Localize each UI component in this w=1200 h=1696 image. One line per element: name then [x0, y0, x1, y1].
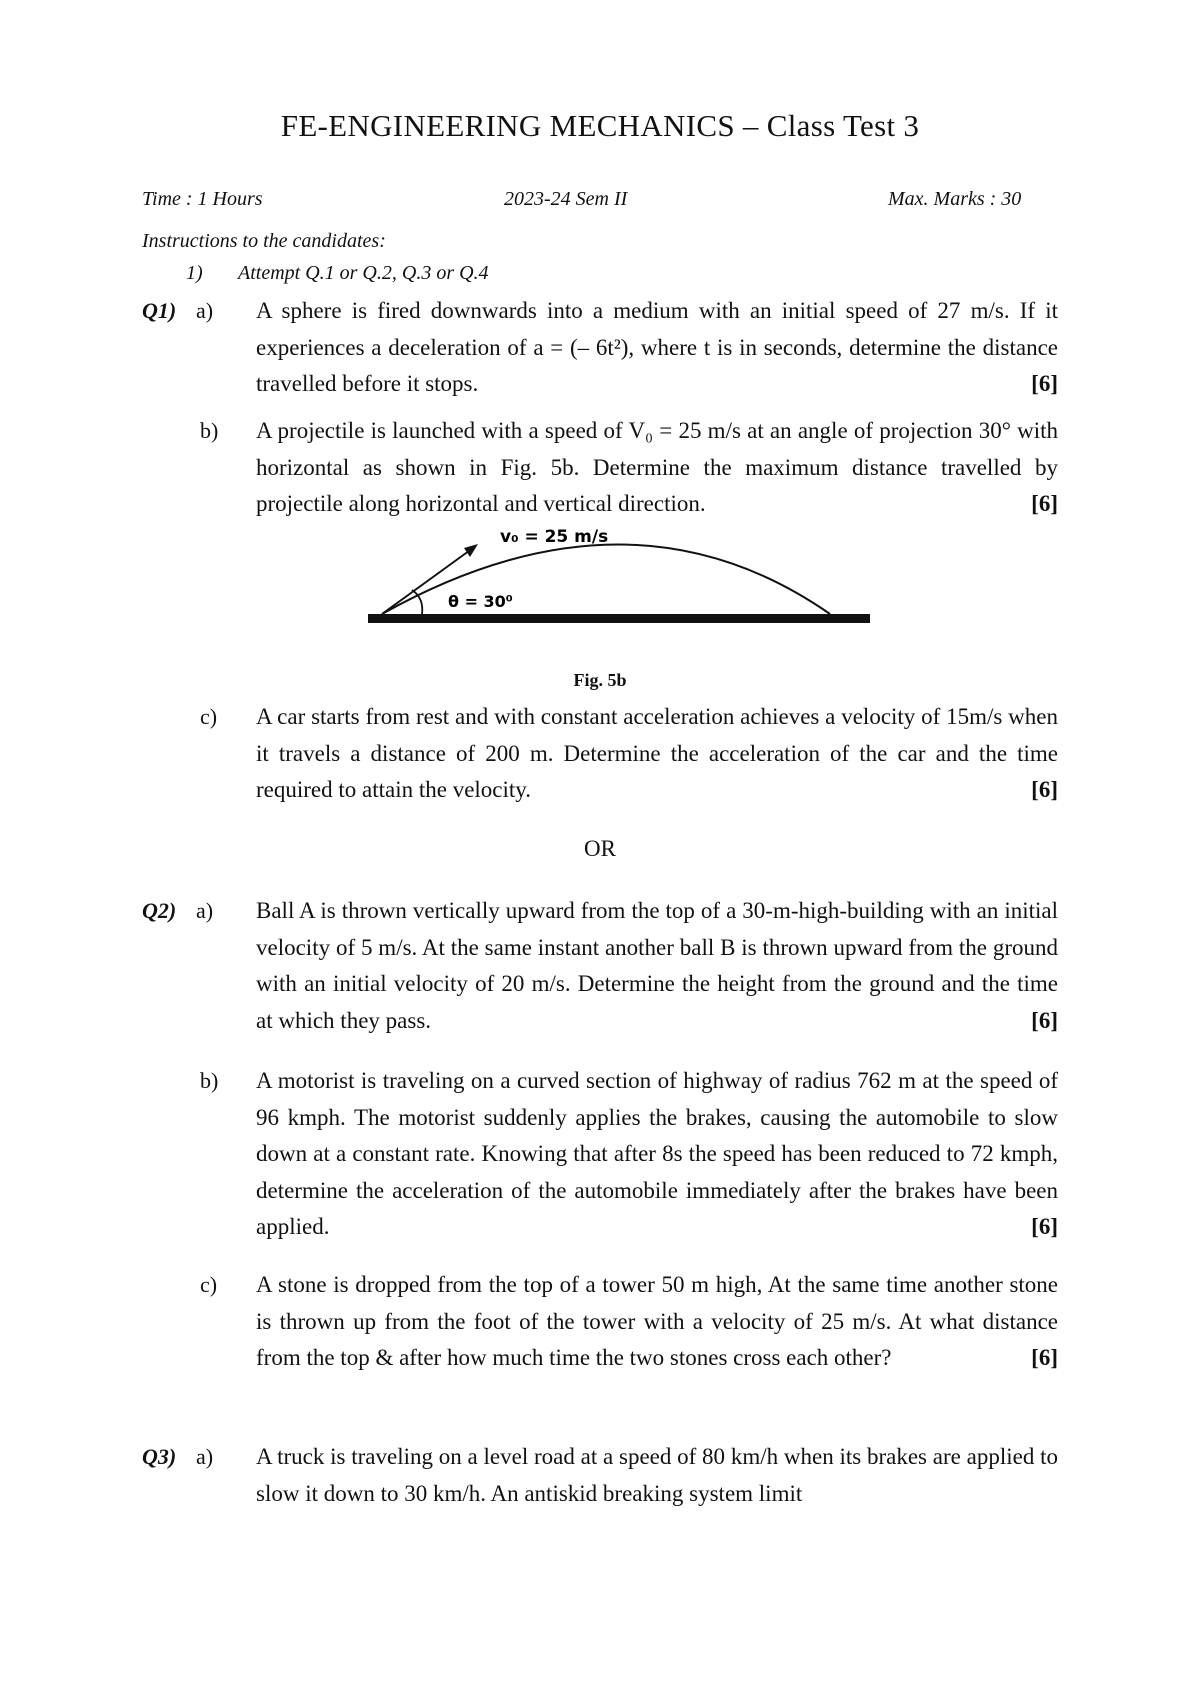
q2-b-text: A motorist is traveling on a curved section of highway of radius 762 m at the speed of 96 kmph. The motorist suddenly applies the brakes, causing the automobile to slow down at a constant rate. Knowing that after 8s the speed has been reduced to 72 kmph, determine the acceleration of the automobile immediately after the brakes have been applied. [256, 1068, 1058, 1239]
q2-a-question [256, 893, 1058, 1039]
q3-a-text: A truck is traveling on a level road at a speed of 80 km/h when its brakes are applied to slow it down to 30 km/h. An antiskid breaking system limit [256, 1444, 1058, 1506]
q1-b-question [256, 413, 1058, 523]
q1-a-text: A sphere is fired downwards into a medium with an initial speed of 27 m/s. If it experiences a deceleration of a = (– 6t²), where t is in seconds, determine the distance travelled before it stops. [256, 298, 1058, 396]
q2-c-marks: [6] [1031, 1345, 1058, 1370]
instruction-text: Attempt Q.1 or Q.2, Q.3 or Q.4 [238, 262, 489, 284]
or-separator: OR [584, 836, 616, 861]
time-allowed: Time : 1 Hours [142, 188, 263, 210]
q1-b-text: A projectile is launched with a speed of V₀ = 25 m/s at an angle of projection 30° with horizontal as shown in Fig. 5b. Determine the maximum distance travelled by projectile along horizontal and vertical direction. [256, 418, 1058, 516]
figure-caption: Fig. 5b [573, 670, 627, 690]
q1-a-label: a) [196, 298, 214, 323]
q2-b-marks: [6] [1031, 1214, 1058, 1239]
q3-a-label: a) [196, 1444, 214, 1469]
q1-b-label: b) [200, 418, 219, 443]
q3-a-question [256, 1439, 1058, 1512]
page-title: FE-ENGINEERING MECHANICS – Class Test 3 [280, 108, 920, 143]
arrow-head [464, 544, 478, 557]
q2-a-marks: [6] [1031, 1007, 1058, 1033]
q1-c-marks: [6] [1031, 777, 1058, 802]
q1-c-text: A car starts from rest and with constant acceleration achieves a velocity of 15m/s when it travels a distance of 200 m. Determine the acceleration of the car and the time required to attain the velocity. [256, 704, 1058, 802]
q1-label: Q1) [142, 298, 177, 323]
q2-c-text: A stone is dropped from the top of a tower 50 m high, At the same time another stone is thrown up from the foot of the tower with a velocity of 25 m/s. At what distance from the top & after how much time the two stones cross each other? [256, 1272, 1058, 1370]
q2-a-label: a) [196, 898, 214, 923]
projectile-figure [360, 520, 880, 630]
q1-c-label: c) [200, 704, 218, 729]
q1-a-marks: [6] [1031, 371, 1058, 396]
instruction-number: 1) [186, 262, 203, 284]
instructions-heading: Instructions to the candidates: [142, 230, 386, 252]
angle-label: θ = 30⁰ [448, 592, 513, 611]
q3-label: Q3) [142, 1444, 177, 1469]
q1-c-question [256, 699, 1058, 809]
q1-a-question [256, 293, 1058, 403]
q1-b-marks: [6] [1031, 491, 1058, 516]
speed-label: v₀ = 25 m/s [500, 527, 609, 547]
max-marks: Max. Marks : 30 [888, 188, 1022, 210]
q2-b-question [256, 1063, 1058, 1246]
q2-c-question [256, 1267, 1058, 1377]
q2-label: Q2) [142, 898, 177, 923]
session: 2023-24 Sem II [504, 188, 628, 210]
q2-b-label: b) [200, 1068, 219, 1093]
q2-a-text: Ball A is thrown vertically upward from the top of a 30-m-high-building with an initial velocity of 5 m/s. At the same instant another ball B is thrown upward from the ground with an initial velocity of 20 m/s. Determine the height from the ground and the time at which they pass. [256, 898, 1058, 1033]
q2-c-label: c) [200, 1272, 218, 1297]
ground-line [368, 614, 870, 623]
